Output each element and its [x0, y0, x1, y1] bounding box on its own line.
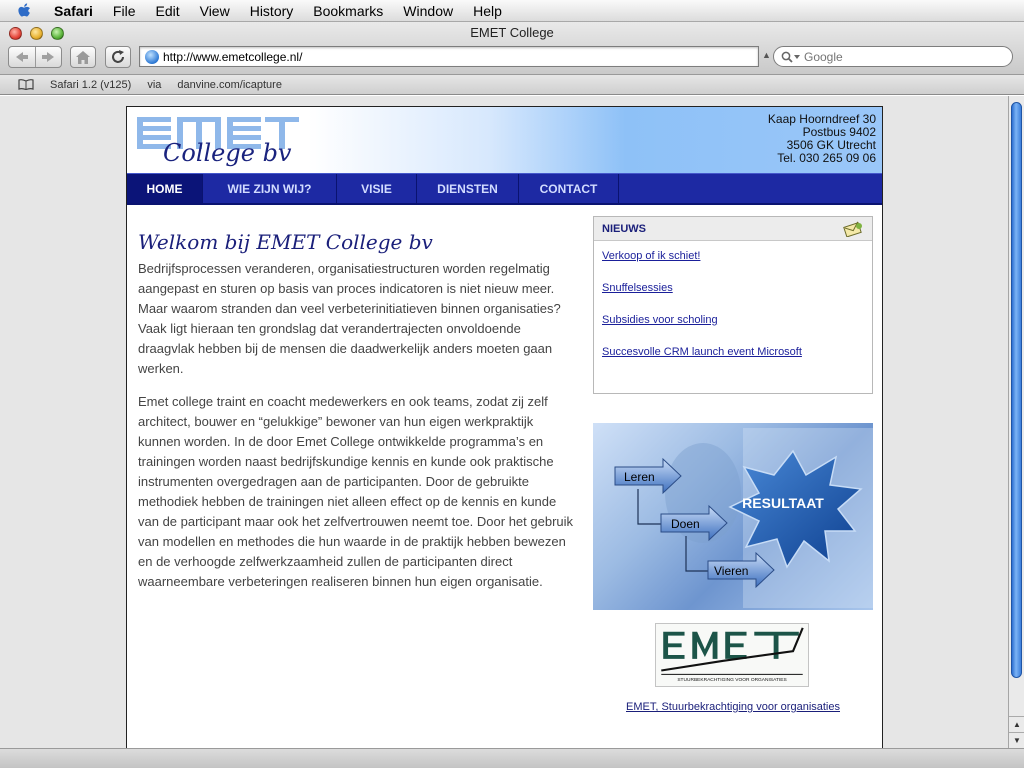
reload-button[interactable]	[105, 46, 131, 68]
site-header	[127, 107, 882, 173]
nav-contact[interactable]: CONTACT	[519, 174, 619, 203]
arrow-left-icon	[16, 52, 28, 62]
nav-diensten[interactable]: DIENSTEN	[417, 174, 519, 203]
news-link[interactable]: Succesvolle CRM launch event Microsoft	[602, 346, 802, 358]
book-icon[interactable]	[18, 79, 34, 90]
emet-college-logo[interactable]	[137, 115, 299, 169]
step-label: Leren	[624, 470, 655, 484]
logo-script-text: College bv	[163, 139, 292, 167]
bookmark-item[interactable]: via	[147, 78, 162, 91]
news-box	[593, 216, 873, 394]
emet-link[interactable]: EMET, Stuurbekrachtiging voor organisaties	[626, 701, 840, 713]
scroll-down-button[interactable]: ▼	[1009, 732, 1024, 748]
apple-menu-icon[interactable]	[17, 2, 37, 20]
news-header	[594, 217, 872, 241]
bookmark-item[interactable]: Safari 1.2 (v125)	[50, 78, 132, 91]
news-title: NIEUWS	[602, 222, 646, 235]
badge-tagline: STUURBEKRACHTIGING VOOR ORGANISATIES	[677, 678, 787, 684]
menu-bookmarks[interactable]: Bookmarks	[313, 2, 384, 19]
emet-badge-logo[interactable]	[655, 623, 809, 687]
envelope-icon	[842, 221, 864, 237]
nav-home[interactable]: HOME	[127, 174, 203, 203]
step-label: Doen	[671, 517, 700, 531]
news-link[interactable]: Verkoop of ik schiet!	[602, 250, 701, 262]
globe-icon	[145, 50, 159, 64]
menu-view[interactable]: View	[199, 2, 230, 19]
body-paragraph: Emet college traint en coacht medewerkers en ook teams, zodat zij zelf architect, bouwer en “gelukkige” bewoner van hun eigen werkpraktijk kunnen worden. In de door Emet College ontwikkelde programma’s en trainingen worden naast bedrijfskundige kennis en kunde ook praktische instrumenten overgedragen aan de participanten. Door de gebruikte methodiek hebben de trainingen niet alleen effect op de kennis en kunde van de participant maar ook het zelfvertrouwen neemt toe. Door het gebruik van modellen en methodes die hun waarde in de praktijk hebben bewezen en de verhoogde zelfwerkzaamheid zullen de participanten direct waarneembare verbeteringen realiseren binnen hun eigen organisatie.	[138, 394, 574, 589]
window-title: EMET College	[470, 25, 554, 40]
search-input[interactable]	[804, 50, 984, 64]
bookmarks-bar	[0, 75, 1024, 95]
search-field[interactable]	[773, 46, 1013, 67]
address-line: 3506 GK Utrecht	[786, 138, 876, 152]
site-nav	[127, 173, 882, 205]
arrow-right-icon	[42, 52, 54, 62]
company-address	[768, 113, 876, 165]
scroll-arrows	[1009, 716, 1024, 748]
menu-edit[interactable]: Edit	[155, 2, 180, 19]
menu-bar	[0, 0, 1024, 22]
menu-history[interactable]: History	[249, 2, 294, 19]
bookmark-item[interactable]: danvine.com/icapture	[177, 78, 282, 91]
intro-paragraph: Bedrijfsprocessen veranderen, organisatiestructuren worden regelmatig aangepast en sturen op basis van proces indicatoren is niet nieuw meer. Maar waarom stranden dan veel verbeterinitiatieven binnen organisaties? Vaak ligt hieraan ten grondslag dat verandertrajecten onvoldoende draagvlak hebben bij de mensen die daadwerkelijk anders moeten gaan werken.	[138, 261, 561, 376]
scroll-up-button[interactable]: ▲	[1009, 716, 1024, 732]
home-icon	[76, 51, 90, 64]
menu-help[interactable]: Help	[473, 2, 502, 19]
result-label: RESULTAAT	[742, 495, 824, 511]
news-link[interactable]: Subsidies voor scholing	[602, 314, 718, 326]
reload-icon	[111, 50, 125, 64]
address-bar[interactable]	[139, 46, 759, 67]
home-button[interactable]	[70, 46, 96, 68]
resultaat-banner[interactable]	[593, 423, 873, 610]
search-icon	[781, 51, 793, 63]
address-phone: Tel. 030 265 09 06	[777, 151, 876, 165]
status-bar	[0, 748, 1024, 768]
back-button[interactable]	[9, 47, 35, 67]
nav-visie[interactable]: VISIE	[337, 174, 417, 203]
browser-toolbar	[0, 22, 1024, 75]
news-link[interactable]: Snuffelsessies	[602, 282, 673, 294]
nav-wie-zijn-wij[interactable]: WIE ZIJN WIJ?	[203, 174, 337, 203]
menu-window[interactable]: Window	[403, 2, 454, 19]
step-label: Vieren	[714, 564, 749, 578]
vertical-scrollbar[interactable]	[1008, 96, 1024, 748]
chevron-down-icon	[794, 55, 800, 59]
address-line: Kaap Hoorndreef 30	[767, 112, 876, 126]
menu-app-name[interactable]: Safari	[54, 2, 93, 19]
news-list	[594, 241, 872, 387]
scrollbar-thumb[interactable]	[1011, 102, 1022, 678]
web-page	[126, 106, 883, 748]
address-line: Postbus 9402	[802, 125, 876, 139]
menu-file[interactable]: File	[112, 2, 136, 19]
url-text: http://www.emetcollege.nl/	[163, 49, 303, 64]
snapback-icon[interactable]: ▲	[762, 50, 771, 60]
history-nav	[8, 46, 62, 68]
page-heading: Welkom bij EMET College bv	[138, 230, 433, 254]
forward-button[interactable]	[35, 47, 62, 67]
